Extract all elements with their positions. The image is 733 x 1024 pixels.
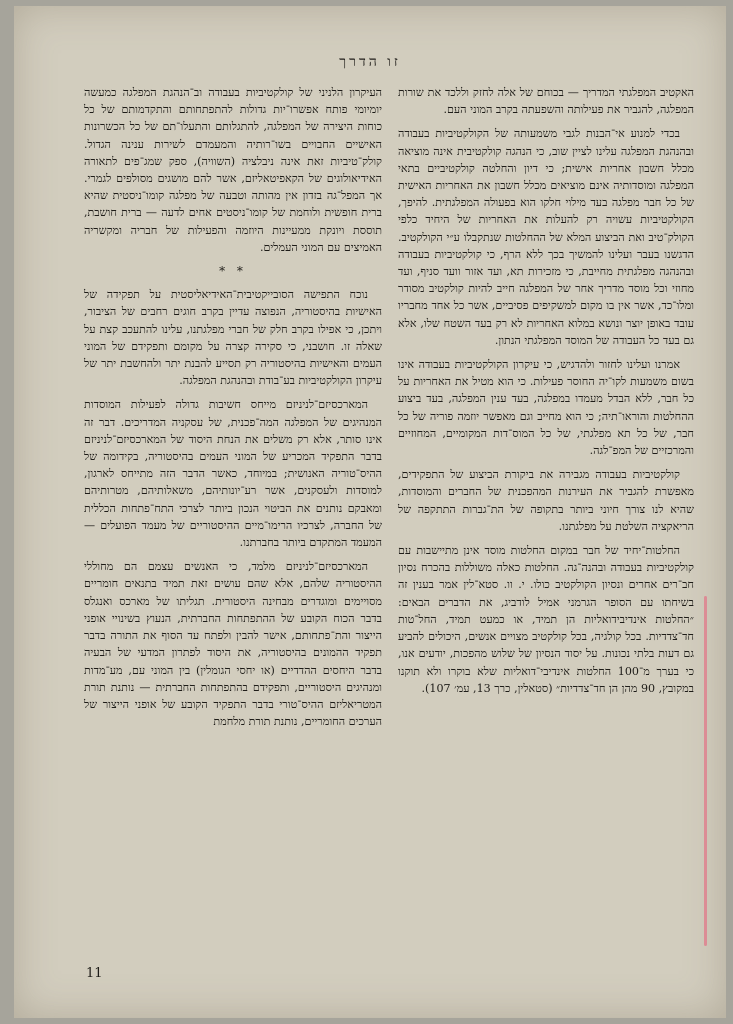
- paragraph: העיקרון הלניני של קולקטיביות בעבודה וב־הנהגת המפלגה כמעשה יומיומי פותח אפשרו־יות גדולות להתפתחותם והתקדמותם של כל כוחות היצירה של המפלגה, להתגלותם והתעלו־תם של כל הכשרונות האישיים החבויים בשו־רותיה והמעמדם לשירות ענינה הגדול. קולק־טיביות זאת אינה ניבלציה (השוויה), ספק שמג־פים לתאורה האידיאולוגים של הקאפיטאליזם, אשר להם מושגים מסולפים לגמרי. אך המפל־גה בזדון אין מהותה וטבעה של מפלגה קומו־ניסטית שהיא ברית חופשית ולוחמת של קומו־ניסטים אחים לדעה — ברית חושבת, תוססת ויונקת ממעיינות היוזמה והפעילות של חבריה ומקשריה האמיצים עם המוני העמלים.: [84, 86, 382, 254]
- paragraph: האקטיב המפלגתי המדריך — בכוחם של אלה לחזק וללכד את שורות המפלגה, להגביר את פעילותה והשפעתה בקרב המוני העם.: [398, 86, 694, 117]
- paragraph: נוכח התפישה הסובייקטיבית־האידיאליסטית על תפקידה של האישיות בהיסטוריה, הנפוצה עדיין בקרב חוגים רחבים של הציבור, ויתכן, כי אפילו בקרב חלק של חברי מפלגתנו, עלינו להתעכב קצת על שאלה זו. חושבני, כי סקירה קצרה על מקומם ותפקידם של המוני העמים והאישיות בהיסטוריה רק תסייע להבנת יתר ולהחשבת יתר של עיקרון הקולקטיביות בע־בודת ובהנהגת המפלגה.: [84, 288, 382, 388]
- paragraph: המארכסיזם־לניניזם מלמד, כי האנשים עצמם הם מחוללי ההיסטוריה שלהם, אלא שהם עושים זאת תמיד בתנאים חומריים מסויימים ומוגדרים מבחינה היסטורית. תגליתו של מארכס ואנגלס בדבר הכוח הקובע של ההתפתחות החברתית, הנעוץ בשינויי אופני הייצור והת־פתחותם, אישר להבין ולפתח עד הסוף את התורה בדבר תפקיד ההמונים בהיסטוריה, את היסוד לפתרון המדעי של הבעיה בדבר היחסים ההדדיים (או יחסי הגומלין) בין המוני עם, מע־מדות ומנהיגים היסטוריים, ותפקידם בהתפתחות החברתית — נותנת תורת המטריאליזם ההיס־טורי בדבר התפקיד הקובע של אופני הייצור של הערכים החומריים, נותנת תורת מלחמת: [84, 560, 382, 729]
- red-margin-mark: [704, 596, 707, 946]
- paragraph: המארכסיזם־לניניזם מייחס חשיבות גדולה לפעילות המוסדות המנהיגים של המפלגה המה־פכנית, של עסקניה המדריכים. דבר זה אינו סותר, אלא רק משלים את הנחת היסוד של המארכסיזם־לניניזם בדבר התפקיד המכריע של המוני העמים בהיסטוריה, בקידומה של ההיס־טוריה האנושית; במיוחד, כאשר הדבר הזה מתייחס לארגון, למוסדות ולעסקנים, אשר רע־יונותיהם, משאלותיהם, מטרותיהם ומאבקם נותנים את הביטוי הנכון ביותר לצרכי התח־פתחות הכללית של החברה, לצרכיו הרימו־מיים ההיסטוריים של מעמד הפועלים — המעמד המתקדם ביותר בחברתנו.: [84, 398, 382, 550]
- right-text-column: [398, 84, 694, 704]
- paragraph: קולקטיביות בעבודה מגבירה את ביקורת הביצוע של התפקידים, מאפשרת להגביר את העירנות המהפכנית של החברים והמוסדות, שהיא לנו צורך חיוני ביותר בתקופה של הת־גברות התתקפה של הריאקציה השלטת על מפלגתנו.: [398, 468, 694, 533]
- running-header: זו הדרך: [339, 54, 401, 70]
- paragraph: בכדי למנוע אי־הבנות לגבי משמעותה של הקולקטיביות בעבודה ובהנהגת המפלגה עלינו לציין שוב, כי הנהגה קולקטיבית אינה מוציאה מכלל חשבון אחריות אישית; כי דיון והחלטה קולקטיביים בתאי המפלגה ומוסדותיה אינם מוציאים מכלל חשבון את האחריות האישית של כל חבר מפלגה בעד מילוי חלקו הוא בפעולה המפלגתית. להיפך, הקולקטיביות עשויה רק להעלות את האחריות של היחיד כלפי הקולק־טיב ואת הביצוע המלא של ההחלטות שנתקבלו ע״י הקולקטיב. הדגשנו בעבר ועלינו להמשיך בכך ללא הרף, כי קולקטיביות בעבודה ובהנהגה מפלגתית מחייבת, כי מזכירות תא, ועד אזור וועד סניף, ועד מחוזי וכל מוסד מדריך אחר של המפלגה חייב להיות קולקטיב מסודר ומלו־כד, אשר אין בו מקום למשקיפים פסיביים, אשר כל אחד מחבריו עובד באופן יוצר ונושא במלוא האחריות לא רק בעד השטח שלו, אלא גם בעד כל העבודה של המוסד המפלגתי הנתון.: [398, 127, 694, 347]
- paragraph: החלטות־יחיד של חבר במקום החלטות מוסד אינן מתיישבות עם קולקטיביות בעבודה ובהנה־גה. החלטות כאלה משוללות בהכרח נסיון חב־רים אחרים ונסיון הקולקטיב כולו. י. וו. סטא־לין אמר בענין זה בשיחתו עם הסופר הגרמני אמיל לודביג, את הדברים הבאים: ״החלטות אינדיבידואליות הן תמיד, או כמעט תמיד, החל־טות חד־צדדיות. בכל קולגיה, בכל קולקטיב מצויים אנשים, היכולים להביע גם דעות בלתי נכונות. על יסוד הנסיון של שלוש מהפכות, יודעים אנו, כי בערך מ־100 החלטות אינדיבי־דואליות שלא בוקרו ולא תוקנו במקובץ, 90 מהן הן חד־צדדיות״ (סטאלין, כרך 13, עמ׳ 107).: [398, 544, 694, 695]
- book-page: [14, 6, 726, 1018]
- paragraph: אמרנו ועלינו לחזור ולהדגיש, כי עיקרון הקולקטיביות בעבודה אינו בשום משמעות לקו־יה החוסר פעילות. כי הוא מטיל את האחריות על כל חבר, ללא הבדל מעמדו במפלגה, בעד ענין המפלגה, בעד ביצוע ההחלטות והוראו־תיה; כי הוא מחייב וגם מאפשר יוזמה פוריה של כל חבר, של כל תא מפלגתי, של כל המוס־דות המקומיים, המחוזיים והמרכזיים של המפ־לגה.: [398, 358, 694, 458]
- section-separator: * *: [219, 264, 247, 279]
- page-number: 11: [86, 966, 103, 981]
- left-text-column: [84, 84, 382, 737]
